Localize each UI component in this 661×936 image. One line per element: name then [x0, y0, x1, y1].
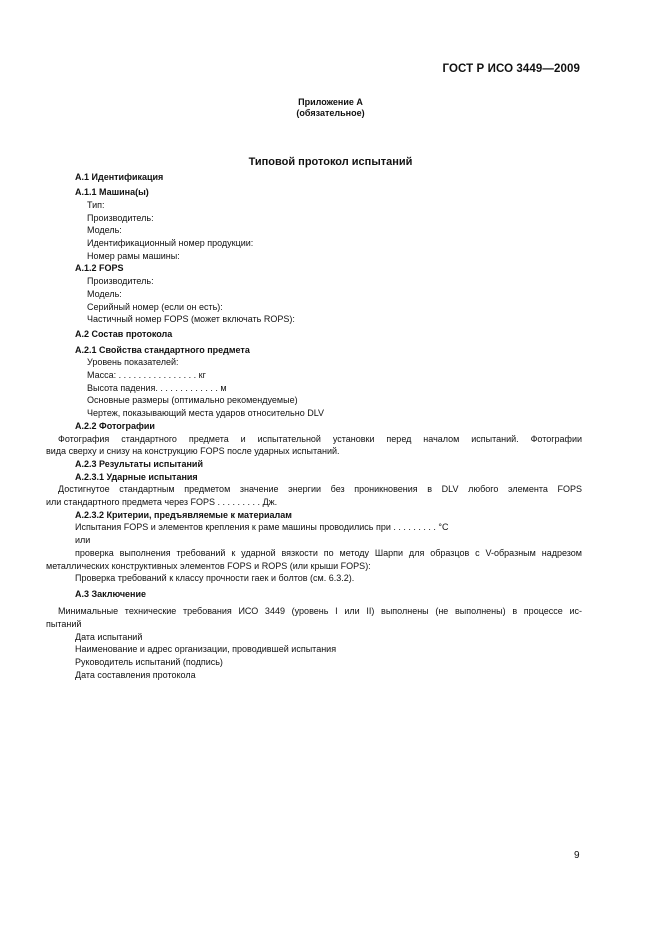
- section-a21-heading: А.2.1 Свойства стандартного предмета: [75, 344, 250, 355]
- appendix-status: (обязательное): [296, 108, 365, 118]
- a21-mass: Масса: . . . . . . . . . . . . . . . . кг: [87, 370, 206, 381]
- document-header-standard-number: ГОСТ Р ИСО 3449—2009: [442, 63, 580, 75]
- a231-text-line-1: Достигнутое стандартным предметом значение энергии без проникновения в DLV любого элемента FOPS: [58, 484, 582, 495]
- a21-drop-height: Высота падения. . . . . . . . . . . . . м: [87, 382, 227, 393]
- section-a1-heading: А.1 Идентификация: [75, 172, 164, 182]
- a22-text-line-2: вида сверху и снизу на конструкцию FOPS после ударных испытаний.: [46, 446, 340, 457]
- a3-text-line-2: пытаний: [46, 618, 82, 629]
- a231-text-line-2: или стандартного предмета через FOPS . . . . . . . . . Дж.: [46, 497, 278, 508]
- a12-field-manufacturer: Производитель:: [87, 276, 154, 287]
- a11-field-manufacturer: Производитель:: [87, 212, 154, 223]
- a232-bolts-check: Проверка требований к классу прочности гаек и болтов (см. 6.3.2).: [75, 573, 355, 584]
- a21-dimensions: Основные размеры (оптимально рекомендуемые): [87, 395, 298, 406]
- a232-or: или: [75, 535, 91, 546]
- section-a23-heading: А.2.3 Результаты испытаний: [75, 458, 203, 469]
- document-title: Типовой протокол испытаний: [248, 156, 413, 168]
- a21-performance-level: Уровень показателей:: [87, 357, 179, 368]
- a11-field-type: Тип:: [87, 199, 105, 210]
- a11-field-product-id: Идентификационный номер продукции:: [87, 238, 254, 249]
- section-a12-heading: А.1.2 FOPS: [75, 263, 124, 274]
- a232-charpy-line-2: металлических конструктивных элементов FOPS и ROPS (или крыши FOPS):: [46, 560, 371, 571]
- appendix-label: Приложение А: [298, 97, 363, 107]
- a232-charpy-line-1: проверка выполнения требований к ударной вязкости по методу Шарпи для образцов с V-образным надрезом: [75, 547, 582, 558]
- appendix-heading: [0, 97, 661, 119]
- a3-test-date: Дата испытаний: [75, 631, 143, 642]
- a22-text-line-1: Фотография стандартного предмета и испытательной установки перед началом испытаний. Фотографии: [58, 433, 582, 444]
- section-a22-heading: А.2.2 Фотографии: [75, 420, 155, 431]
- a11-field-frame-number: Номер рамы машины:: [87, 250, 180, 261]
- a3-text-line-1: Минимальные технические требования ИСО 3449 (уровень I или II) выполнены (не выполнены) в процессе ис-: [58, 606, 582, 617]
- a12-field-serial: Серийный номер (если он есть):: [87, 301, 223, 312]
- a3-test-lead-signature: Руководитель испытаний (подпись): [75, 657, 223, 668]
- section-a3-heading: А.3 Заключение: [75, 588, 147, 599]
- a12-field-part-number: Частичный номер FOPS (может включать ROPS):: [87, 314, 295, 325]
- a232-test-temperature: Испытания FOPS и элементов крепления к раме машины проводились при . . . . . . . . . °С: [75, 522, 449, 533]
- a3-report-date: Дата составления протокола: [75, 669, 196, 680]
- a12-field-model: Модель:: [87, 288, 122, 299]
- section-a2-heading: А.2 Состав протокола: [75, 329, 173, 340]
- page-number: 9: [574, 850, 580, 861]
- document-body: [46, 171, 582, 681]
- section-a11-heading: А.1.1 Машина(ы): [75, 187, 149, 198]
- a11-field-model: Модель:: [87, 225, 122, 236]
- a3-organization: Наименование и адрес организации, проводившей испытания: [75, 644, 337, 655]
- section-a232-heading: А.2.3.2 Критерии, предъявляемые к материалам: [75, 509, 292, 520]
- a21-drawing: Чертеж, показывающий места ударов относительно DLV: [87, 408, 325, 419]
- section-a231-heading: А.2.3.1 Ударные испытания: [75, 471, 198, 482]
